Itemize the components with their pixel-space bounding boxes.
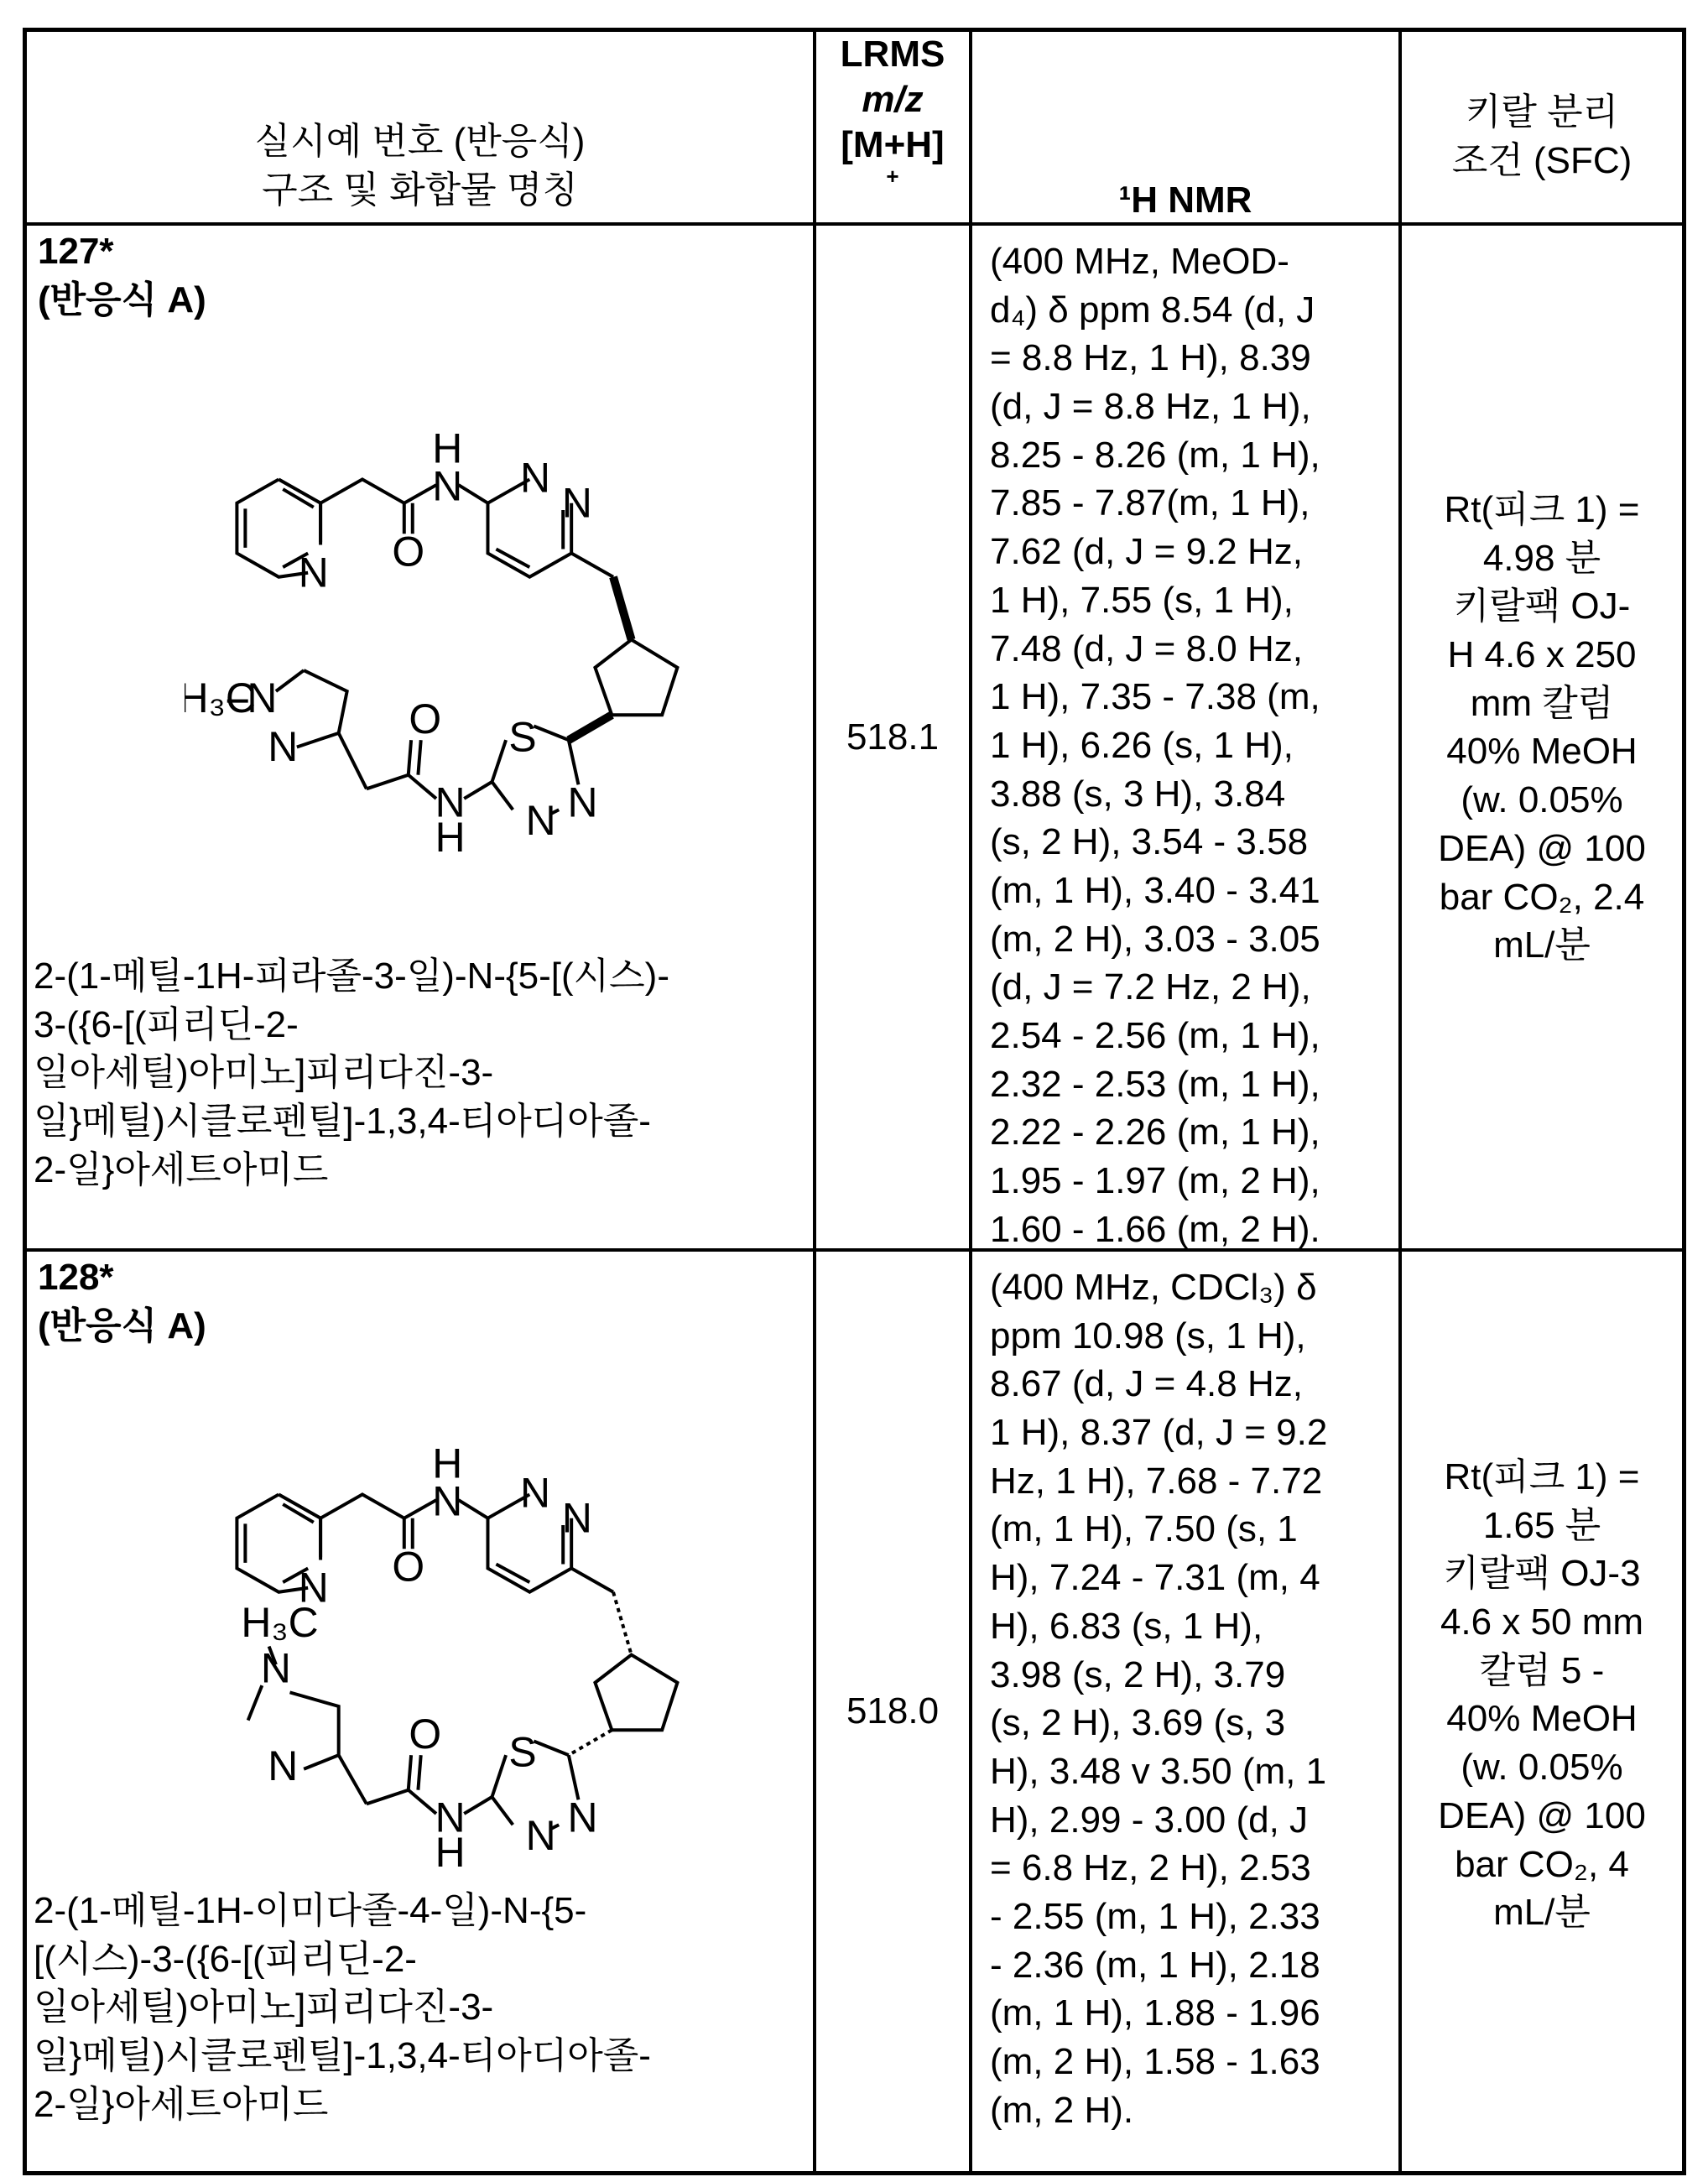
example-number: 127* — [38, 227, 114, 276]
atom-label: S — [508, 713, 536, 760]
atom-label: N — [567, 779, 597, 826]
text-line: 7.62 (d, J = 9.2 Hz, — [990, 528, 1320, 576]
atom-label: N — [562, 479, 592, 526]
header-line: LRMS — [816, 32, 969, 77]
atom-label: H — [435, 814, 466, 861]
text-line: 8.67 (d, J = 4.8 Hz, — [990, 1360, 1327, 1409]
header-line: m/z — [816, 77, 969, 122]
chemical-structure — [185, 419, 688, 872]
text-line: 1.95 - 1.97 (m, 2 H), — [990, 1157, 1320, 1206]
text-line: H), 2.99 - 3.00 (d, J — [990, 1796, 1327, 1845]
text-line: (d, J = 8.8 Hz, 1 H), — [990, 383, 1320, 431]
text-line: 4.98 분 — [1402, 534, 1682, 583]
text-line: (s, 2 H), 3.69 (s, 3 — [990, 1699, 1327, 1747]
text-line: 7.85 - 7.87(m, 1 H), — [990, 479, 1320, 528]
atom-label: O — [409, 695, 441, 742]
text-line: 1 H), 6.26 (s, 1 H), — [990, 721, 1320, 770]
text-line: Rt(피크 1) = — [1402, 486, 1682, 534]
text-line: 2.22 - 2.26 (m, 1 H), — [990, 1108, 1320, 1157]
text-line: H 4.6 x 250 — [1402, 631, 1682, 680]
atom-label: N — [247, 674, 277, 721]
text-line: (m, 1 H), 1.88 - 1.96 — [990, 1989, 1327, 2038]
atom-label: N — [299, 1564, 329, 1611]
text-line: DEA) @ 100 — [1402, 1792, 1682, 1841]
text-line: (400 MHz, MeOD- — [990, 237, 1320, 286]
text-line: (m, 1 H), 7.50 (s, 1 — [990, 1505, 1327, 1554]
table-border-left — [23, 28, 27, 2175]
text-line: mL/분 — [1402, 921, 1682, 970]
text-line: (m, 1 H), 3.40 - 3.41 — [990, 867, 1320, 915]
atom-label: O — [409, 1711, 441, 1758]
text-line: bar CO₂, 4 — [1402, 1841, 1682, 1889]
atom-label: N — [526, 1812, 556, 1859]
text-line: mL/분 — [1402, 1888, 1682, 1937]
atom-label: O — [392, 1543, 424, 1590]
text-line: 칼럼 5 - — [1402, 1647, 1682, 1695]
text-line: - 2.36 (m, 1 H), 2.18 — [990, 1941, 1327, 1990]
text-line: 키랄팩 OJ- — [1402, 582, 1682, 631]
text-line: d₄) δ ppm 8.54 (d, J — [990, 286, 1320, 335]
compound-name — [34, 952, 669, 1194]
text-line: 3-({6-[(피리딘-2- — [34, 1001, 669, 1049]
chiral-separation-conditions — [1402, 1453, 1682, 1937]
text-line: 일}메틸)시클로펜틸]-1,3,4-티아디아졸- — [34, 2032, 651, 2080]
header-line: [M+H] — [816, 122, 969, 168]
nmr-data — [990, 1263, 1327, 2134]
atom-label: N — [435, 1794, 466, 1841]
text-line: 1 H), 8.37 (d, J = 9.2 — [990, 1409, 1327, 1457]
text-line: 3.98 (s, 2 H), 3.79 — [990, 1651, 1327, 1700]
text-line: 2-(1-메틸-1H-피라졸-3-일)-N-{5-[(시스)- — [34, 952, 669, 1001]
text-line: (w. 0.05% — [1402, 776, 1682, 825]
text-line: 3.88 (s, 3 H), 3.84 — [990, 770, 1320, 819]
atom-label: N — [520, 1469, 550, 1516]
example-number: 128* — [38, 1253, 114, 1302]
atom-label: O — [392, 528, 424, 575]
text-line: 4.6 x 50 mm — [1402, 1598, 1682, 1647]
text-line: H), 3.48 v 3.50 (m, 1 — [990, 1747, 1327, 1796]
atom-label: N — [567, 1794, 597, 1841]
text-line: H), 6.83 (s, 1 H), — [990, 1602, 1327, 1651]
atom-label: N — [562, 1494, 592, 1541]
header-divider — [23, 222, 1686, 226]
text-line: 일아세틸)아미노]피리다진-3- — [34, 1049, 669, 1097]
header-line: 조건 (SFC) — [1402, 137, 1682, 185]
text-line: 2.54 - 2.56 (m, 1 H), — [990, 1012, 1320, 1060]
text-line: 1 H), 7.55 (s, 1 H), — [990, 576, 1320, 625]
atom-label: H — [435, 1829, 466, 1876]
header-line: 구조 및 화합물 명칭 — [27, 166, 813, 215]
atom-label: N — [299, 549, 329, 596]
text-line: [(시스)-3-({6-[(피리딘-2- — [34, 1935, 651, 1984]
text-line: (m, 2 H), 1.58 - 1.63 — [990, 2038, 1327, 2086]
text-line: 1 H), 7.35 - 7.38 (m, — [990, 673, 1320, 721]
atom-label: N — [432, 462, 462, 509]
text-line: = 8.8 Hz, 1 H), 8.39 — [990, 334, 1320, 383]
header-line: + — [816, 168, 969, 185]
lrms-value: 518.0 — [816, 1687, 969, 1736]
atom-label: S — [508, 1728, 536, 1775]
reaction-scheme: (반응식 A) — [38, 276, 206, 325]
header-lrms — [816, 32, 969, 185]
text-line: (d, J = 7.2 Hz, 2 H), — [990, 963, 1320, 1012]
text-line: 8.25 - 8.26 (m, 1 H), — [990, 431, 1320, 480]
chiral-separation-conditions — [1402, 486, 1682, 970]
text-line: (400 MHz, CDCl₃) δ — [990, 1263, 1327, 1312]
text-line: 일아세틸)아미노]피리다진-3- — [34, 1983, 651, 2032]
atom-label: H₃C — [185, 674, 256, 721]
atom-label: N — [435, 779, 466, 826]
text-line: 7.48 (d, J = 8.0 Hz, — [990, 625, 1320, 674]
compound-name — [34, 1887, 651, 2128]
table-border-right — [1682, 28, 1686, 2175]
table-border-bottom — [23, 2171, 1686, 2175]
atom-label: N — [268, 723, 298, 770]
text-line: 2-일}아세트아미드 — [34, 1146, 669, 1195]
text-line: H), 7.24 - 7.31 (m, 4 — [990, 1554, 1327, 1602]
text-line: (w. 0.05% — [1402, 1743, 1682, 1792]
text-line: 1.60 - 1.66 (m, 2 H). — [990, 1206, 1320, 1254]
atom-label: N — [520, 454, 550, 501]
text-line: (m, 2 H), 3.03 - 3.05 — [990, 915, 1320, 964]
text-line: mm 칼럼 — [1402, 680, 1682, 728]
atom-label: H — [432, 1440, 462, 1487]
header-chiral-separation — [1402, 88, 1682, 185]
text-line: (s, 2 H), 3.54 - 3.58 — [990, 818, 1320, 867]
text-line: (m, 2 H). — [990, 2086, 1327, 2135]
text-line: DEA) @ 100 — [1402, 825, 1682, 873]
atom-label: H₃C — [241, 1599, 318, 1646]
text-line: 40% MeOH — [1402, 1695, 1682, 1743]
text-line: Rt(피크 1) = — [1402, 1453, 1682, 1502]
col-divider-2 — [969, 28, 972, 2175]
text-line: - 2.55 (m, 1 H), 2.33 — [990, 1893, 1327, 1941]
text-line: ppm 10.98 (s, 1 H), — [990, 1312, 1327, 1361]
text-line: bar CO₂, 2.4 — [1402, 873, 1682, 922]
atom-label: N — [526, 797, 556, 844]
col-divider-1 — [813, 28, 816, 2175]
reaction-scheme: (반응식 A) — [38, 1302, 206, 1351]
lrms-value: 518.1 — [816, 713, 969, 762]
header-line: 키랄 분리 — [1402, 88, 1682, 137]
header-example-structure — [27, 117, 813, 214]
header-nmr: ¹H NMR — [972, 176, 1398, 225]
nmr-data — [990, 237, 1320, 1253]
atom-label: N — [268, 1742, 298, 1789]
text-line: Hz, 1 H), 7.68 - 7.72 — [990, 1457, 1327, 1506]
text-line: 키랄팩 OJ-3 — [1402, 1549, 1682, 1598]
chemical-structure — [185, 1435, 688, 1888]
text-line: 일}메틸)시클로펜틸]-1,3,4-티아디아졸- — [34, 1097, 669, 1146]
atom-label: N — [261, 1645, 291, 1692]
text-line: 2-(1-메틸-1H-이미다졸-4-일)-N-{5- — [34, 1887, 651, 1935]
text-line: 1.65 분 — [1402, 1502, 1682, 1550]
atom-label: H — [432, 425, 462, 472]
text-line: = 6.8 Hz, 2 H), 2.53 — [990, 1844, 1327, 1893]
text-line: 2.32 - 2.53 (m, 1 H), — [990, 1060, 1320, 1109]
text-line: 40% MeOH — [1402, 727, 1682, 776]
row-divider — [23, 1248, 1686, 1252]
header-line: 실시예 번호 (반응식) — [27, 117, 813, 166]
text-line: 2-일}아세트아미드 — [34, 2080, 651, 2129]
atom-label: N — [432, 1477, 462, 1524]
